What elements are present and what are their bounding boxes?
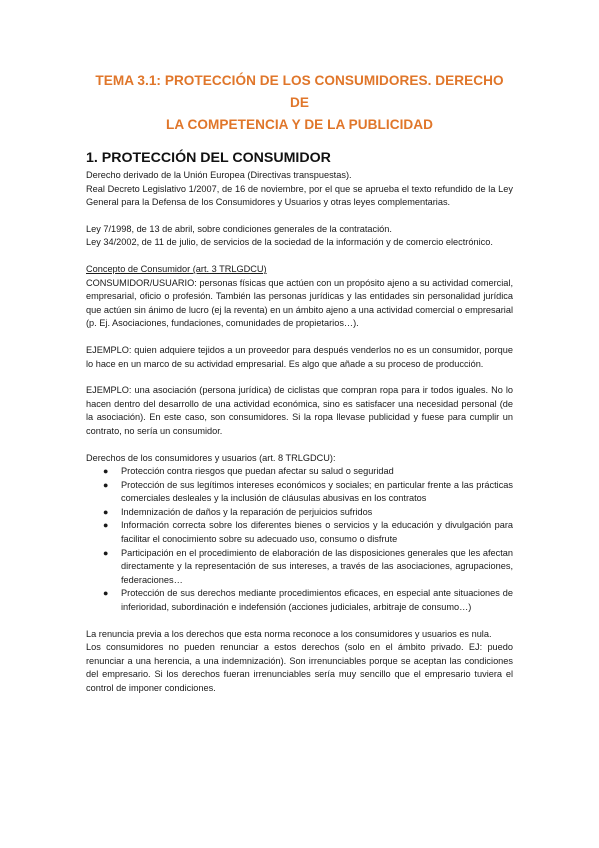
rights-heading: Derechos de los consumidores y usuarios (art. 8 TRLGDCU): [86,452,336,463]
example-paragraph-2: EJEMPLO: una asociación (persona jurídica) de ciclistas que compran ropa para ir todos iguales. No lo hacen dentro del desarrollo de una actividad económica, sino es satisfacer una necesidad personal (de la asociación). En este caso, son consumidores. Si la ropa llevase publicidad y fuese para cumplir un contrato, no sería un consumidor. [86,385,513,436]
intro-paragraph-2: Real Decreto Legislativo 1/2007, de 16 de noviembre, por el que se aprueba el texto refundido de la Ley General para la Defensa de los Consumidores y Usuarios y otras leyes complementarias. [86,183,513,208]
list-item-text: Indemnización de daños y la reparación de perjuicios sufridos [121,506,373,517]
list-item-text: Participación en el procedimiento de elaboración de las disposiciones generales que les afectan directamente y la representación de sus intereses, a través de las asociaciones, agrupaciones, federaciones… [121,547,513,585]
bullet-icon: ● [103,520,109,531]
bullet-icon: ● [103,547,109,558]
law-reference-2: Ley 34/2002, de 11 de julio, de servicios de la sociedad de la información y de comercio electrónico. [86,237,493,248]
waiver-paragraph-2: Los consumidores no pueden renunciar a estos derechos (solo en el ámbito privado. EJ: puedo renunciar a una herencia, a una indemnización). Son irrenunciables porque se aceptan las condiciones del empresario. Si los derechos fueran irrenunciables sería muy sencillo que el empresario tuviera el control de imponer condiciones. [86,642,513,693]
list-item [103,506,513,520]
list-item [103,465,513,479]
bullet-icon: ● [103,588,109,599]
example-paragraph-1: EJEMPLO: quien adquiere tejidos a un proveedor para después venderlos no es un consumidor, porque lo hace en un marco de su actividad empresarial. Es algo que añade a su proceso de producción. [86,344,513,369]
list-item-text: Información correcta sobre los diferentes bienes o servicios y la educación y divulgación para facilitar el conocimiento sobre su adecuado uso, consumo o disfrute [121,520,513,545]
document-title [86,70,513,136]
list-item [103,587,513,614]
bullet-icon: ● [103,466,109,477]
title-line-2: LA COMPETENCIA Y DE LA PUBLICIDAD [166,117,433,132]
section-heading: 1. PROTECCIÓN DEL CONSUMIDOR [86,150,331,166]
list-item [103,547,513,588]
concept-paragraph: CONSUMIDOR/USUARIO: personas físicas que actúen con un propósito ajeno a su actividad comercial, empresarial, oficio o profesión. También las personas jurídicas y las entidades sin personalidad jurídica que actúen sin ánimo de lucro (ej la reventa) en un ámbito ajeno a una actividad comercial o empresarial (p. Ej. Asociaciones, fundaciones, comunidades de propietarios…). [86,277,513,329]
waiver-paragraph-1: La renuncia previa a los derechos que esta norma reconoce a los consumidores y usuarios es nula. [86,628,492,639]
rights-list [86,465,513,615]
list-item-text: Protección de sus derechos mediante procedimientos eficaces, en especial ante situaciones de inferioridad, subordinación e indefensión (acciones judiciales, arbitraje de consumo…) [121,588,513,613]
law-reference-1: Ley 7/1998, de 13 de abril, sobre condiciones generales de la contratación. [86,223,392,234]
bullet-icon: ● [103,506,109,517]
list-item [103,519,513,546]
title-line-1: TEMA 3.1: PROTECCIÓN DE LOS CONSUMIDORES. DERECHO DE [95,73,504,110]
list-item [103,479,513,506]
concept-heading: Concepto de Consumidor (art. 3 TRLGDCU) [86,263,267,274]
bullet-icon: ● [103,479,109,490]
intro-paragraph-1: Derecho derivado de la Unión Europea (Directivas transpuestas). [86,170,352,180]
list-item-text: Protección de sus legítimos intereses económicos y sociales; en particular frente a las prácticas comerciales desleales y la inclusión de cláusulas abusivas en los contratos [121,479,513,504]
list-item-text: Protección contra riesgos que puedan afectar su salud o seguridad [121,466,394,477]
